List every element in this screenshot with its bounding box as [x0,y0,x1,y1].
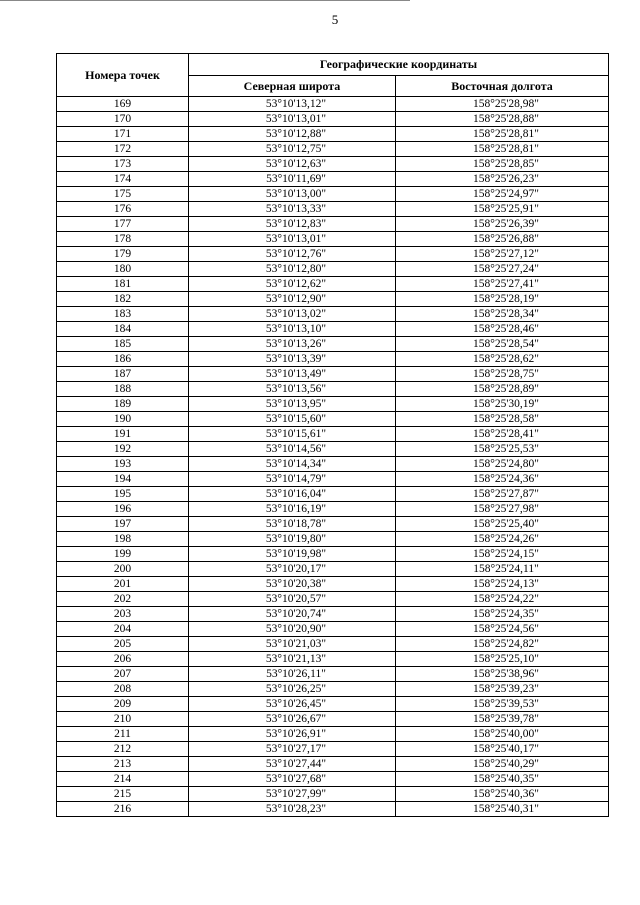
longitude-cell: 158°25'27,87" [396,487,609,502]
table-row [57,97,609,112]
latitude-cell: 53°10'12,90" [189,292,396,307]
table-row [57,277,609,292]
point-number-cell: 172 [57,142,189,157]
longitude-cell: 158°25'38,96" [396,667,609,682]
longitude-cell: 158°25'28,98" [396,97,609,112]
longitude-cell: 158°25'40,29" [396,757,609,772]
longitude-cell: 158°25'28,88" [396,112,609,127]
longitude-cell: 158°25'27,98" [396,502,609,517]
point-number-cell: 216 [57,802,189,817]
table-row [57,412,609,427]
point-number-cell: 201 [57,577,189,592]
longitude-cell: 158°25'27,24" [396,262,609,277]
latitude-cell: 53°10'12,63" [189,157,396,172]
point-number-cell: 193 [57,457,189,472]
table-row [57,307,609,322]
header-point-numbers: Номера точек [57,54,189,97]
table-row [57,532,609,547]
table-row [57,667,609,682]
longitude-cell: 158°25'40,17" [396,742,609,757]
table-row [57,772,609,787]
point-number-cell: 185 [57,337,189,352]
latitude-cell: 53°10'26,25" [189,682,396,697]
point-number-cell: 180 [57,262,189,277]
point-number-cell: 175 [57,187,189,202]
table-row [57,607,609,622]
point-number-cell: 207 [57,667,189,682]
table-row [57,217,609,232]
longitude-cell: 158°25'28,89" [396,382,609,397]
longitude-cell: 158°25'28,58" [396,412,609,427]
point-number-cell: 179 [57,247,189,262]
latitude-cell: 53°10'13,39" [189,352,396,367]
latitude-cell: 53°10'26,11" [189,667,396,682]
table-row [57,202,609,217]
latitude-cell: 53°10'27,44" [189,757,396,772]
latitude-cell: 53°10'16,04" [189,487,396,502]
longitude-cell: 158°25'25,10" [396,652,609,667]
longitude-cell: 158°25'24,56" [396,622,609,637]
table-row [57,352,609,367]
latitude-cell: 53°10'19,98" [189,547,396,562]
longitude-cell: 158°25'25,40" [396,517,609,532]
point-number-cell: 211 [57,727,189,742]
point-number-cell: 202 [57,592,189,607]
point-number-cell: 204 [57,622,189,637]
longitude-cell: 158°25'24,80" [396,457,609,472]
point-number-cell: 189 [57,397,189,412]
longitude-cell: 158°25'24,97" [396,187,609,202]
table-row [57,232,609,247]
latitude-cell: 53°10'13,01" [189,112,396,127]
longitude-cell: 158°25'28,46" [396,322,609,337]
longitude-cell: 158°25'25,53" [396,442,609,457]
point-number-cell: 213 [57,757,189,772]
point-number-cell: 198 [57,532,189,547]
point-number-cell: 171 [57,127,189,142]
point-number-cell: 196 [57,502,189,517]
point-number-cell: 182 [57,292,189,307]
table-row [57,262,609,277]
latitude-cell: 53°10'12,88" [189,127,396,142]
longitude-cell: 158°25'39,78" [396,712,609,727]
point-number-cell: 200 [57,562,189,577]
point-number-cell: 190 [57,412,189,427]
table-row [57,637,609,652]
point-number-cell: 173 [57,157,189,172]
latitude-cell: 53°10'20,38" [189,577,396,592]
table-row [57,337,609,352]
table-row [57,757,609,772]
table-header [57,54,609,97]
point-number-cell: 195 [57,487,189,502]
point-number-cell: 210 [57,712,189,727]
longitude-cell: 158°25'28,75" [396,367,609,382]
point-number-cell: 192 [57,442,189,457]
latitude-cell: 53°10'20,17" [189,562,396,577]
table-row [57,652,609,667]
longitude-cell: 158°25'28,54" [396,337,609,352]
longitude-cell: 158°25'26,23" [396,172,609,187]
latitude-cell: 53°10'12,80" [189,262,396,277]
latitude-cell: 53°10'28,23" [189,802,396,817]
latitude-cell: 53°10'20,90" [189,622,396,637]
table-row [57,487,609,502]
latitude-cell: 53°10'13,02" [189,307,396,322]
table-row [57,367,609,382]
table-row [57,442,609,457]
longitude-cell: 158°25'24,22" [396,592,609,607]
latitude-cell: 53°10'27,68" [189,772,396,787]
longitude-cell: 158°25'28,81" [396,127,609,142]
longitude-cell: 158°25'28,62" [396,352,609,367]
point-number-cell: 208 [57,682,189,697]
point-number-cell: 181 [57,277,189,292]
table-row [57,502,609,517]
table-row [57,322,609,337]
table-row [57,562,609,577]
table-row [57,187,609,202]
latitude-cell: 53°10'13,49" [189,367,396,382]
latitude-cell: 53°10'11,69" [189,172,396,187]
latitude-cell: 53°10'27,99" [189,787,396,802]
table-row [57,292,609,307]
point-number-cell: 187 [57,367,189,382]
table-row [57,802,609,817]
longitude-cell: 158°25'40,00" [396,727,609,742]
point-number-cell: 174 [57,172,189,187]
header-east-longitude: Восточная долгота [396,75,609,97]
top-divider [0,0,410,1]
latitude-cell: 53°10'14,56" [189,442,396,457]
point-number-cell: 170 [57,112,189,127]
latitude-cell: 53°10'12,75" [189,142,396,157]
longitude-cell: 158°25'39,53" [396,697,609,712]
table-row [57,172,609,187]
longitude-cell: 158°25'26,39" [396,217,609,232]
point-number-cell: 188 [57,382,189,397]
longitude-cell: 158°25'28,34" [396,307,609,322]
point-number-cell: 183 [57,307,189,322]
latitude-cell: 53°10'12,76" [189,247,396,262]
latitude-cell: 53°10'14,34" [189,457,396,472]
latitude-cell: 53°10'13,95" [189,397,396,412]
latitude-cell: 53°10'20,57" [189,592,396,607]
longitude-cell: 158°25'27,12" [396,247,609,262]
latitude-cell: 53°10'14,79" [189,472,396,487]
table-row [57,622,609,637]
table-row [57,592,609,607]
header-north-latitude: Северная широта [189,75,396,97]
point-number-cell: 209 [57,697,189,712]
longitude-cell: 158°25'40,31" [396,802,609,817]
point-number-cell: 194 [57,472,189,487]
table-row [57,247,609,262]
latitude-cell: 53°10'13,00" [189,187,396,202]
table-row [57,382,609,397]
latitude-cell: 53°10'13,01" [189,232,396,247]
table-row [57,457,609,472]
point-number-cell: 176 [57,202,189,217]
table-row [57,697,609,712]
table-row [57,472,609,487]
table-row [57,427,609,442]
latitude-cell: 53°10'13,33" [189,202,396,217]
longitude-cell: 158°25'28,81" [396,142,609,157]
point-number-cell: 178 [57,232,189,247]
latitude-cell: 53°10'19,80" [189,532,396,547]
latitude-cell: 53°10'21,03" [189,637,396,652]
latitude-cell: 53°10'27,17" [189,742,396,757]
table-row [57,577,609,592]
longitude-cell: 158°25'24,82" [396,637,609,652]
latitude-cell: 53°10'18,78" [189,517,396,532]
point-number-cell: 184 [57,322,189,337]
longitude-cell: 158°25'24,15" [396,547,609,562]
longitude-cell: 158°25'30,19" [396,397,609,412]
longitude-cell: 158°25'27,41" [396,277,609,292]
longitude-cell: 158°25'24,26" [396,532,609,547]
point-number-cell: 177 [57,217,189,232]
table-row [57,547,609,562]
latitude-cell: 53°10'13,56" [189,382,396,397]
table-row [57,727,609,742]
latitude-cell: 53°10'15,60" [189,412,396,427]
table-row [57,127,609,142]
table-body [57,97,609,817]
table-row [57,397,609,412]
latitude-cell: 53°10'26,45" [189,697,396,712]
latitude-cell: 53°10'12,62" [189,277,396,292]
table-row [57,142,609,157]
latitude-cell: 53°10'12,83" [189,217,396,232]
longitude-cell: 158°25'40,35" [396,772,609,787]
longitude-cell: 158°25'24,35" [396,607,609,622]
coordinates-table [56,53,609,817]
latitude-cell: 53°10'13,12" [189,97,396,112]
table-row [57,787,609,802]
header-geo-coordinates: Географические координаты [189,54,609,76]
latitude-cell: 53°10'13,10" [189,322,396,337]
point-number-cell: 205 [57,637,189,652]
latitude-cell: 53°10'26,67" [189,712,396,727]
point-number-cell: 169 [57,97,189,112]
longitude-cell: 158°25'40,36" [396,787,609,802]
table-row [57,682,609,697]
latitude-cell: 53°10'13,26" [189,337,396,352]
latitude-cell: 53°10'21,13" [189,652,396,667]
table-row [57,157,609,172]
longitude-cell: 158°25'24,11" [396,562,609,577]
point-number-cell: 215 [57,787,189,802]
point-number-cell: 186 [57,352,189,367]
longitude-cell: 158°25'28,41" [396,427,609,442]
longitude-cell: 158°25'24,36" [396,472,609,487]
longitude-cell: 158°25'24,13" [396,577,609,592]
longitude-cell: 158°25'28,19" [396,292,609,307]
longitude-cell: 158°25'26,88" [396,232,609,247]
table-row [57,712,609,727]
latitude-cell: 53°10'15,61" [189,427,396,442]
table-row [57,742,609,757]
point-number-cell: 214 [57,772,189,787]
table-row [57,517,609,532]
point-number-cell: 212 [57,742,189,757]
longitude-cell: 158°25'28,85" [396,157,609,172]
longitude-cell: 158°25'25,91" [396,202,609,217]
point-number-cell: 206 [57,652,189,667]
latitude-cell: 53°10'16,19" [189,502,396,517]
point-number-cell: 203 [57,607,189,622]
point-number-cell: 197 [57,517,189,532]
page-number: 5 [331,12,339,27]
point-number-cell: 191 [57,427,189,442]
point-number-cell: 199 [57,547,189,562]
latitude-cell: 53°10'26,91" [189,727,396,742]
latitude-cell: 53°10'20,74" [189,607,396,622]
table-row [57,112,609,127]
longitude-cell: 158°25'39,23" [396,682,609,697]
